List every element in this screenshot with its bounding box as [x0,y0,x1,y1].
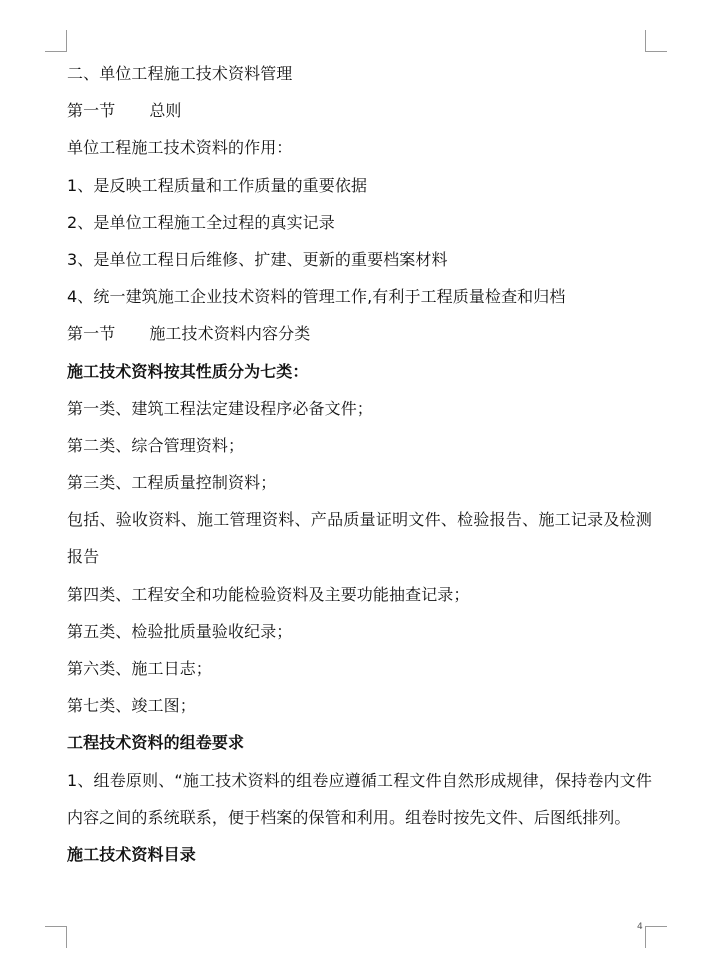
subsection-title: 施工技术资料内容分类 [149,324,311,344]
paragraph: 1、组卷原则、“施工技术资料的组卷应遵循工程文件自然形成规律，保持卷内文件内容之间的系统联系，便于档案的保管和利用。组卷时按先文件、后图纸排列。 [67,770,652,827]
list-item: 2、是单位工程施工全过程的真实记录 [67,212,335,232]
section-heading: 二、单位工程施工技术资料管理 [67,64,293,83]
paragraph: 包括、验收资料、施工管理资料、产品质量证明文件、检验报告、施工记录及检测报告 [67,510,652,567]
category-item: 第七类、竣工图； [67,696,196,716]
category-item: 第五类、检验批质量验收纪录； [67,621,293,641]
document-body [67,55,652,873]
crop-mark-bottom-left [45,926,67,948]
list-item: 1、是反映工程质量和工作质量的重要依据 [67,175,368,195]
crop-mark-top-right [645,30,667,52]
bold-heading: 施工技术资料目录 [67,845,196,864]
bold-heading: 施工技术资料按其性质分为七类： [67,361,309,381]
page-number: 4 [637,922,643,932]
category-item: 第六类、施工日志； [67,659,212,679]
category-item: 第一类、建筑工程法定建设程序必备文件； [67,398,373,418]
subsection-number: 第一节 [67,101,116,121]
list-item: 4、统一建筑施工企业技术资料的管理工作,有利于工程质量检查和归档 [67,287,566,307]
subsection-number: 第一节 [67,324,116,344]
subsection-heading-general [67,92,652,129]
subsection-heading-classification [67,315,652,352]
category-item: 第四类、工程安全和功能检验资料及主要功能抽查记录； [67,584,470,604]
bold-heading: 工程技术资料的组卷要求 [67,733,245,753]
crop-mark-bottom-right [645,926,667,948]
text-line: 单位工程施工技术资料的作用： [67,138,293,158]
category-item: 第二类、综合管理资料； [67,435,245,455]
subsection-title: 总则 [149,101,182,121]
crop-mark-top-left [45,30,67,52]
category-item: 第三类、工程质量控制资料； [67,473,277,493]
list-item: 3、是单位工程日后维修、扩建、更新的重要档案材料 [67,249,448,269]
